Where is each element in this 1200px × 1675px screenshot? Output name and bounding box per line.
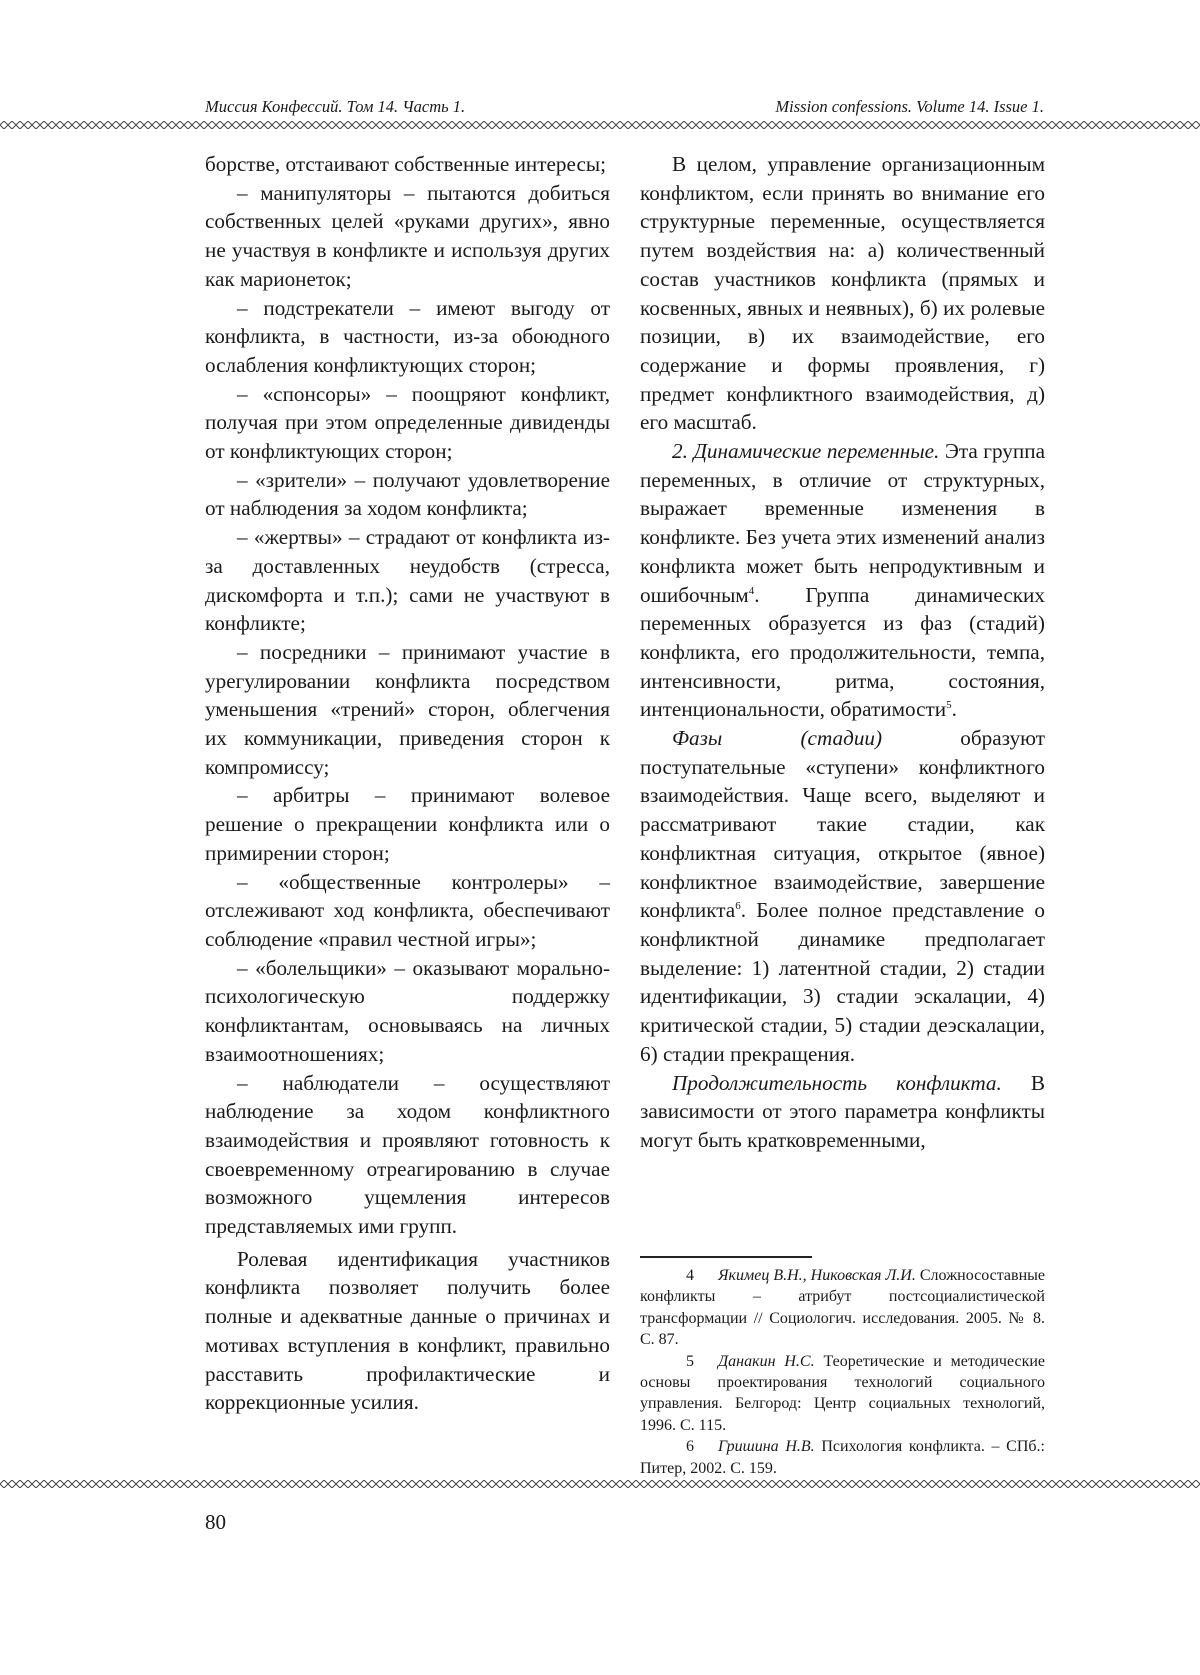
section-heading-italic: 2. Динамические переменные. — [672, 439, 940, 464]
paragraph — [640, 1069, 1045, 1155]
footnote-author: Данакин Н.С. — [718, 1352, 815, 1370]
right-column — [640, 150, 1045, 1155]
text-run: В зависимости от этого параметра конфликты могут быть кратковременными, — [640, 1070, 1045, 1152]
paragraph — [640, 724, 1045, 1068]
footnote-number: 6 — [686, 1438, 694, 1456]
list-item: – посредники – принимают участие в урегулировании конфликта посредством уменьшения «трений» сторон, облегчения их коммуникации, приведения сторон к компромиссу; — [205, 639, 610, 779]
paragraph: В целом, управление организационным конфликтом, если принять во внимание его структурные переменные, осуществляется путем воздействия на: а) количественный состав участников конфликта (прямых и косвенных, явных и неявных), б) их ролевые позиции, в) их взаимодействие, его содержание и формы проявления, г) предмет конфликтного взаимодействия, д) его масштаб. — [640, 152, 1045, 435]
term-italic: Продолжительность конфликта. — [672, 1070, 1002, 1095]
bottom-ornament-border — [0, 1480, 1200, 1488]
footnote-text: Сложносоставные конфликты – атрибут постсоциалистической трансформации // Социологич. исследования. 2005. № 8. С. 87. — [640, 1267, 1045, 1349]
top-ornament-border — [0, 121, 1200, 129]
footnote — [640, 1351, 1045, 1437]
journal-title-en: Mission confessions. Volume 14. Issue 1. — [775, 97, 1044, 116]
term-italic: Фазы (стадии) — [672, 726, 883, 751]
footnote — [640, 1436, 1045, 1479]
list-item: – «спонсоры» – поощряют конфликт, получая при этом определенные дивиденды от конфликтующих сторон; — [205, 381, 610, 464]
text-run: . — [951, 697, 957, 722]
list-item: – «зрители» – получают удовлетворение от наблюдения за ходом конфликта; — [205, 467, 610, 521]
list-item: – подстрекатели – имеют выгоду от конфликта, в частности, из-за обоюдного ослабления конфликтующих сторон; — [205, 295, 610, 377]
footnote-ref: 6 — [735, 900, 741, 913]
list-item: – «жертвы» – страдают от конфликта из-за доставленных неудобств (стресса, дискомфорта и т.п.); сами не участвуют в конфликте; — [205, 525, 610, 636]
footnote-number: 5 — [686, 1352, 694, 1370]
text-run: Эта группа переменных, в отличие от структурных, выражает временные изменения в конфликте. Без учета этих изменений анализ конфликта может быть непродуктивным и ошибочным — [640, 439, 1045, 607]
list-item: – наблюдатели – осуществляют наблюдение за ходом конфликтного взаимодействия и проявляют готовность к своевременному отреагированию в случае возможного ущемления интересов представляемых ими групп. — [205, 1070, 610, 1239]
paragraph: борстве, отстаивают собственные интересы; — [205, 152, 606, 176]
list-item: – манипуляторы – пытаются добиться собственных целей «руками других», явно не участвуя в конфликте и используя других как марионеток; — [205, 180, 610, 291]
text-run: . Более полное представление о конфликтной динамике предполагает выделение: 1) латентной стадии, 2) стадии идентификации, 3) стадии эскалации, 4) критической стадии, 5) стадии деэскалации, 6) стадии прекращения. — [640, 898, 1045, 1066]
footnote-ref: 5 — [946, 699, 952, 712]
footnote-author: Гришина Н.В. — [718, 1438, 815, 1456]
text-run: образуют поступательные «ступени» конфликтного взаимодействия. Чаще всего, выделяют и рассматривают такие стадии, как конфликтная ситуация, открытое (явное) конфликтное взаимодействие, завершение конфликта — [640, 726, 1045, 923]
page-number: 80 — [205, 1510, 226, 1534]
paragraph — [640, 437, 1045, 724]
footnote-number: 4 — [686, 1267, 694, 1284]
paragraph: Ролевая идентификация участников конфликта позволяет получить более полные и адекватные данные о причинах и мотивах вступления в конфликт, правильно расставить профилактические и коррекционные усилия. — [205, 1246, 610, 1415]
footnotes — [640, 1265, 1045, 1479]
footnote-ref: 4 — [748, 584, 755, 597]
left-column — [205, 150, 610, 1417]
footnote-text: Теоретические и методические основы проектирования технологий социального управления. Белгород: Центр социальных технологий, 1996. С. 115. — [640, 1352, 1046, 1434]
footnote-separator — [640, 1256, 812, 1258]
list-item: – «болельщики» – оказывают морально-психологическую поддержку конфликтантам, основываясь на личных взаимоотношениях; — [205, 955, 610, 1066]
text-run: . Группа динамических переменных образуется из фаз (стадий) конфликта, его продолжительности, темпа, интенсивности, ритма, состояния, интенциональности, обратимости — [640, 582, 1045, 722]
footnote — [640, 1265, 1045, 1351]
running-header — [205, 97, 1044, 119]
journal-title-ru: Миссия Конфессий. Том 14. Часть 1. — [205, 97, 466, 116]
list-item: – арбитры – принимают волевое решение о прекращении конфликта или о примирении сторон; — [205, 783, 610, 865]
footnote-text: Психология конфликта. – СПб.: Питер, 2002. С. 159. — [640, 1438, 1045, 1477]
footnote-author: Якимец В.Н., Никовская Л.И. — [718, 1267, 916, 1284]
list-item: – «общественные контролеры» – отслеживают ход конфликта, обеспечивают соблюдение «правил честной игры»; — [205, 869, 610, 951]
